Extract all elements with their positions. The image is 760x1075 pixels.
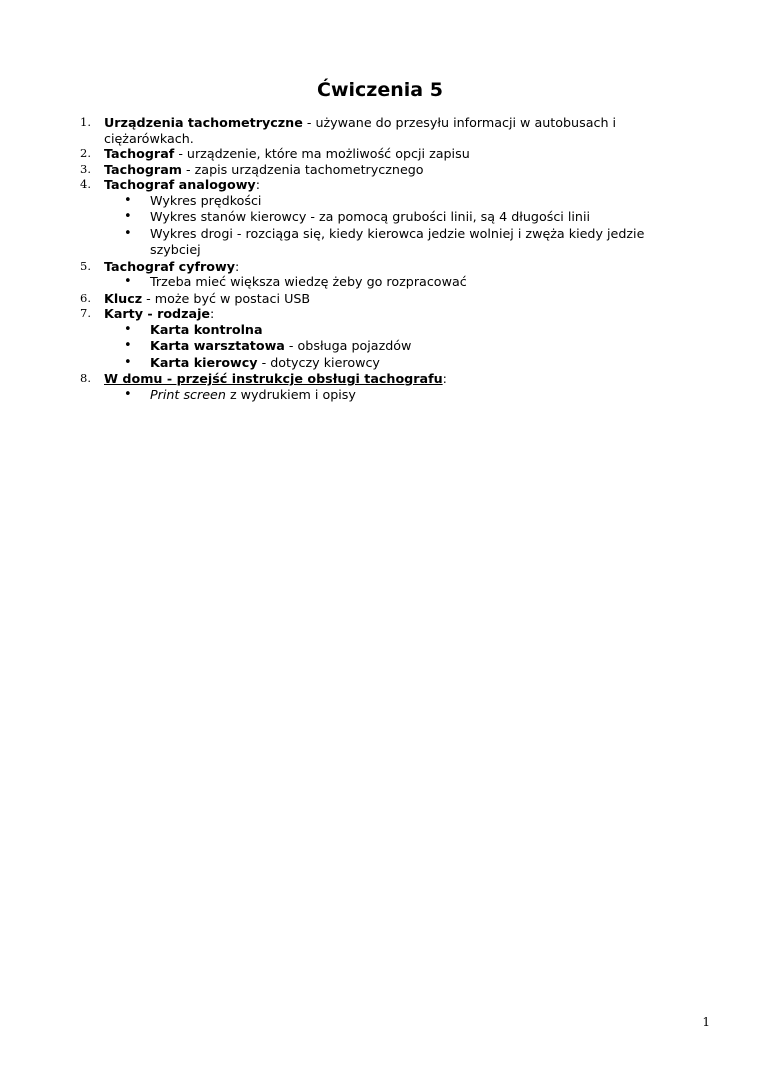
item-term: W domu - przejść instrukcje obsługi tachografu: [104, 371, 443, 386]
item-term: Klucz: [104, 290, 143, 306]
page-number: 1: [702, 1015, 710, 1029]
sub-item-term: Karta warsztatowa: [150, 338, 285, 353]
sub-list-item: [0, 355, 760, 372]
bullet-icon: •: [124, 338, 132, 353]
sub-list-item: [0, 274, 760, 291]
sub-item-term: Karta kontrolna: [150, 321, 263, 337]
sub-list-item: [0, 193, 760, 210]
sub-item-text: Wykres drogi - rozciąga się, kiedy kierowca jedzie wolniej i zwęża kiedy jedzie szybciej: [150, 225, 645, 257]
sub-list-item: [0, 209, 760, 226]
sub-item-text: - dotyczy kierowcy: [257, 354, 380, 370]
bullet-icon: •: [124, 354, 132, 370]
item-number: 8.: [80, 371, 91, 385]
item-number: 7.: [80, 306, 91, 320]
list-item: [0, 146, 760, 162]
item-number: 6.: [80, 290, 91, 305]
item-text: - zapis urządzenia tachometrycznego: [181, 161, 424, 177]
item-text: :: [234, 258, 240, 274]
item-text: :: [210, 306, 215, 321]
bullet-icon: •: [124, 225, 132, 241]
sub-item-term: Print screen: [150, 386, 226, 402]
sub-item-text: Wykres stanów kierowcy - za pomocą grubości linii, są 4 długości linii: [150, 209, 591, 224]
sub-item-text: z wydrukiem i opisy: [225, 386, 356, 402]
item-text: :: [442, 371, 447, 386]
item-number: 5.: [80, 258, 91, 273]
document-title: Ćwiczenia 5: [317, 79, 443, 101]
item-number: 4.: [80, 177, 91, 191]
list-item: [0, 259, 760, 275]
item-number: 2.: [80, 146, 91, 160]
item-number: 1.: [80, 115, 91, 129]
sub-item-term: Karta kierowcy: [150, 354, 258, 370]
list-item: [0, 371, 760, 387]
item-text: :: [255, 177, 260, 192]
sub-list-item: [0, 338, 760, 355]
item-term: Tachogram: [104, 161, 182, 177]
list-item: [0, 162, 760, 178]
bullet-icon: •: [124, 274, 132, 289]
item-term: Tachograf: [104, 146, 175, 161]
sub-list-item: [0, 226, 760, 259]
sub-item-text: Wykres prędkości: [150, 192, 262, 208]
item-number: 3.: [80, 161, 91, 176]
item-term: Urządzenia tachometryczne: [104, 115, 303, 130]
sub-list-item: [0, 322, 760, 339]
item-term: Tachograf cyfrowy: [104, 258, 235, 274]
list-item: [0, 115, 760, 146]
sub-item-text: Trzeba mieć większa wiedzę żeby go rozpracować: [150, 274, 467, 289]
bullet-icon: •: [124, 321, 132, 337]
item-term: Karty - rodzaje: [104, 306, 211, 321]
item-text: - używane do przesyłu informacji w autobusach i ciężarówkach.: [104, 115, 617, 146]
bullet-icon: •: [124, 386, 132, 402]
bullet-icon: •: [124, 192, 132, 208]
list-item: [0, 291, 760, 307]
sub-list-item: [0, 387, 760, 404]
list-item: [0, 306, 760, 322]
item-term: Tachograf analogowy: [104, 177, 256, 192]
bullet-icon: •: [124, 209, 132, 224]
item-text: - może być w postaci USB: [142, 290, 311, 306]
item-text: - urządzenie, które ma możliwość opcji zapisu: [174, 146, 470, 161]
list-item: [0, 177, 760, 193]
sub-item-text: - obsługa pojazdów: [284, 338, 412, 353]
numbered-list: [0, 115, 760, 403]
